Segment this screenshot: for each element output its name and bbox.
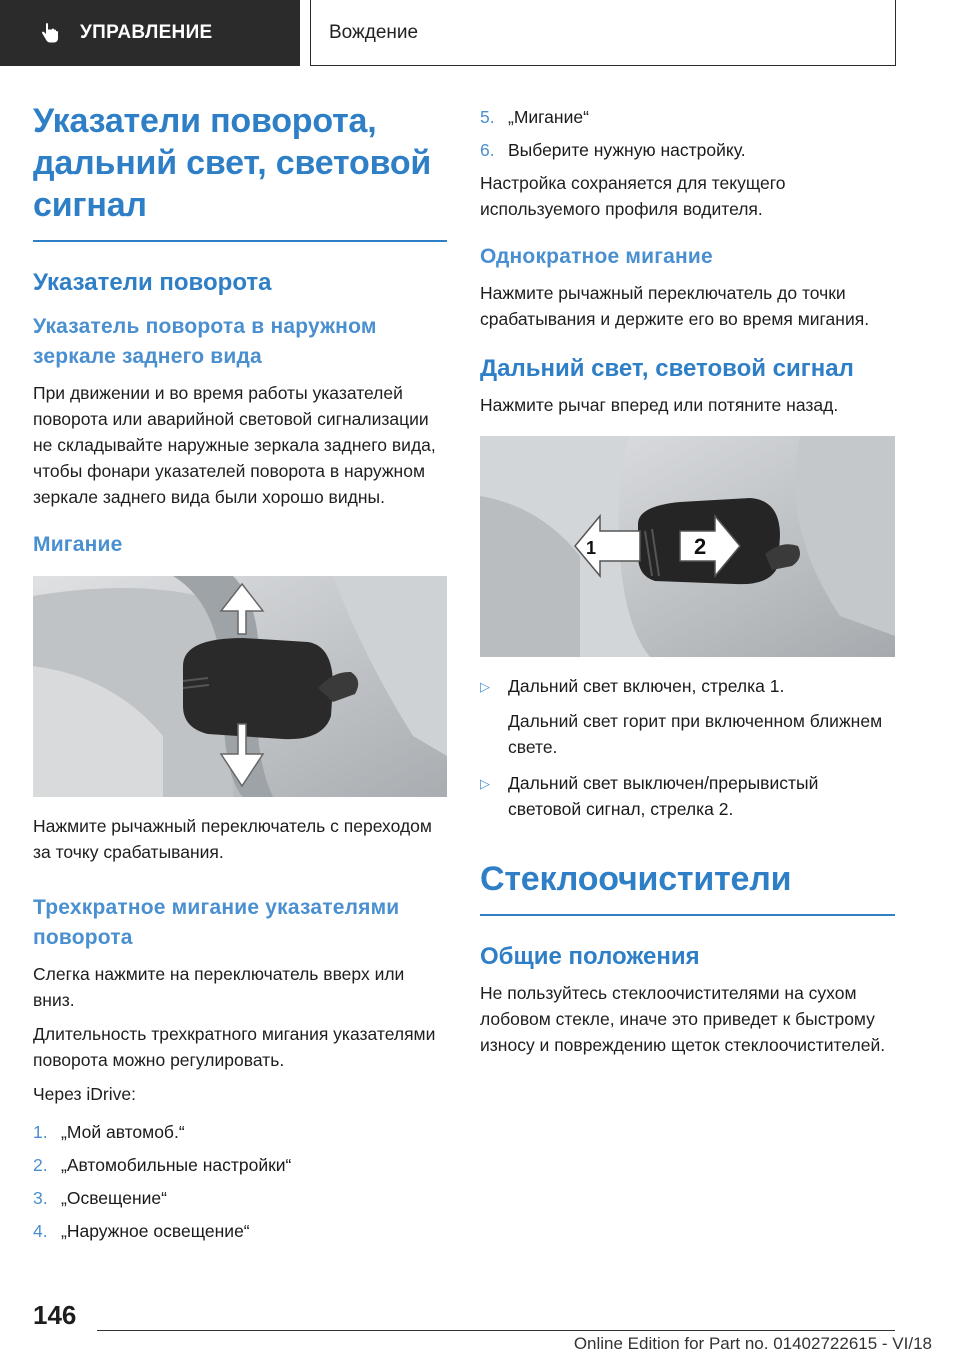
heading-turn-signals: Указатели поворота — [33, 268, 272, 296]
triangle-bullet-icon: ▷ — [480, 679, 490, 694]
idrive-steps-list-cont — [480, 104, 895, 163]
paragraph-single: Нажмите рычажный переключатель до точки срабатывания и держите его во время мигания. — [480, 283, 870, 329]
paragraph-general: Не пользуйтесь стеклоочистителями на сухом лобовом стекле, иначе это приведет к быстрому износу и повреждению щеток стеклоочистителей. — [480, 982, 886, 1055]
list-item: 5. „Мигание“ — [480, 107, 589, 127]
heading-high-beam: Дальний свет, световой сигнал — [480, 355, 854, 382]
chapter-tab-label: УПРАВЛЕНИЕ — [80, 22, 213, 43]
list-item: ▷ Дальний свет выключен/прерывистый световой сигнал, стрелка 2. — [480, 770, 895, 822]
heading-blinking: Мигание — [33, 532, 123, 556]
heading-triple-blink: Трехкратное мигание указателями поворота — [33, 895, 400, 949]
right-column — [480, 104, 895, 1058]
left-column — [33, 100, 447, 1251]
paragraph-saved: Настройка сохраняется для текущего используемого профиля водителя. — [480, 173, 786, 219]
paragraph-triple-2: Длительность трехкратного мигания указателями поворота можно регулировать. — [33, 1023, 436, 1070]
paragraph-idrive: Через iDrive: — [33, 1083, 136, 1104]
heading-mirror-indicator: Указатель поворота в наружном зеркале заднего вида — [33, 314, 377, 368]
page-title: Указатели поворота, дальний свет, световой сигнал — [33, 102, 432, 224]
paragraph-high-beam-sub: Дальний свет горит при включенном ближнем свете. — [508, 711, 883, 757]
heading-wipers: Стеклоочистители — [480, 860, 792, 898]
list-item: 2. „Автомобильные настройки“ — [33, 1154, 292, 1175]
arrow-label-2: 2 — [694, 534, 707, 559]
footer-edition: Online Edition for Part no. 01402722615 - VI/18 — [573, 1334, 932, 1353]
title-divider — [33, 240, 447, 242]
wipers-divider — [480, 914, 895, 916]
section-header — [310, 0, 896, 66]
hand-icon — [38, 21, 62, 45]
triangle-bullet-icon: ▷ — [480, 776, 490, 791]
high-beam-bullets-2 — [480, 770, 895, 822]
arrow-label-1: 1 — [586, 538, 597, 558]
heading-general: Общие положения — [480, 942, 700, 970]
high-beam-bullets — [480, 673, 895, 700]
heading-single-blink: Однократное мигание — [480, 245, 713, 268]
section-header-label: Вождение — [329, 21, 419, 43]
list-item: 6. Выберите нужную настройку. — [480, 140, 746, 160]
list-item: 1. „Мой автомоб.“ — [33, 1121, 185, 1142]
paragraph-triple-1: Слегка нажмите на переключатель вверх или вниз. — [33, 963, 405, 1010]
chapter-tab[interactable] — [0, 0, 300, 66]
page-number: 146 — [33, 1300, 77, 1330]
turn-signal-lever-image — [33, 576, 447, 797]
list-item: 4. „Наружное освещение“ — [33, 1220, 250, 1241]
paragraph-blinking: Нажмите рычажный переключатель с переходом за точку срабатывания. — [33, 815, 432, 862]
list-item: ▷ Дальний свет включен, стрелка 1. — [480, 673, 895, 700]
paragraph-high-beam: Нажмите рычаг вперед или потяните назад. — [480, 395, 839, 415]
list-item: 3. „Освещение“ — [33, 1187, 167, 1208]
high-beam-lever-image — [480, 436, 895, 657]
paragraph-mirror: При движении и во время работы указателей поворота или аварийной световой сигнализации не складывайте наружные зеркала заднего вида, чтобы фонари указателей поворота в наружном зеркале заднего вида были хорошо видны. — [33, 382, 436, 507]
idrive-steps-list — [33, 1119, 447, 1244]
